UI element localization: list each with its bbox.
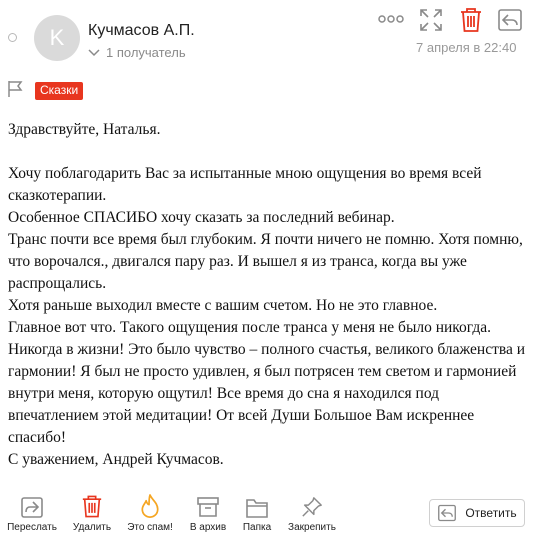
message-body bbox=[8, 119, 528, 471]
expand-icon[interactable] bbox=[419, 8, 443, 37]
reply-icon[interactable] bbox=[497, 8, 523, 37]
forward-icon bbox=[20, 495, 44, 519]
recipients-count: 1 получатель bbox=[106, 45, 186, 60]
reply-icon bbox=[437, 504, 457, 522]
reply-label: Ответить bbox=[465, 506, 517, 520]
paragraph: Транс почти все время был глубоким. Я почти ничего не помню. Хотя помню, что ворочался., двигался пару раз. И вышел я из транса, когда вы уже распрощались. bbox=[8, 231, 523, 292]
archive-label: В архив bbox=[189, 522, 227, 533]
pin-icon bbox=[301, 495, 323, 519]
folder-label: Папка bbox=[242, 522, 272, 533]
trash-icon bbox=[81, 494, 103, 519]
pin-button[interactable] bbox=[282, 493, 342, 533]
more-options-icon[interactable] bbox=[378, 12, 404, 30]
paragraph: Особенное СПАСИБО хочу сказать за последний вебинар. bbox=[8, 209, 395, 226]
spam-label: Это спам! bbox=[127, 522, 173, 533]
delete-label: Удалить bbox=[72, 522, 112, 533]
fire-icon bbox=[140, 494, 160, 519]
paragraph: Хотя раньше выходил вместе с вашим счетом. Но не это главное. bbox=[8, 297, 438, 314]
folder-icon bbox=[245, 497, 269, 519]
recipients-toggle[interactable] bbox=[88, 45, 186, 60]
avatar: K bbox=[34, 15, 80, 61]
delete-button[interactable] bbox=[62, 493, 122, 533]
message-date: 7 апреля в 22:40 bbox=[416, 40, 517, 55]
paragraph: Хочу поблагодарить Вас за испытанные мною ощущения во время всей сказкотерапии. bbox=[8, 165, 482, 204]
select-checkbox[interactable] bbox=[8, 33, 17, 42]
forward-label: Переслать bbox=[7, 522, 57, 533]
sender-name[interactable]: Кучмасов А.П. bbox=[88, 22, 195, 39]
flag-icon[interactable] bbox=[7, 80, 23, 103]
archive-icon bbox=[196, 495, 220, 519]
chevron-down-icon bbox=[88, 49, 100, 57]
trash-icon[interactable] bbox=[459, 7, 483, 38]
pin-label: Закрепить bbox=[288, 522, 336, 533]
paragraph: Главное вот что. Такого ощущения после транса у меня не было никогда. Никогда в жизни! Это было чувство – полного счастья, великого блаженства и гармонии! Я был не просто удивлен, я был потрясен тем светом и гармонией внутри меня, которую ощутил! Все время до сна я находился под впечатлением этой медитации! От всей Души Большое Вам искреннее спасибо! bbox=[8, 319, 526, 446]
greeting: Здравствуйте, Наталья. bbox=[8, 121, 161, 138]
signature: С уважением, Андрей Кучмасов. bbox=[8, 451, 224, 468]
reply-button[interactable] bbox=[429, 499, 525, 527]
folder-button[interactable] bbox=[227, 493, 287, 533]
spam-button[interactable] bbox=[120, 493, 180, 533]
label-tag[interactable]: Сказки bbox=[35, 82, 83, 100]
forward-button[interactable] bbox=[2, 493, 62, 533]
